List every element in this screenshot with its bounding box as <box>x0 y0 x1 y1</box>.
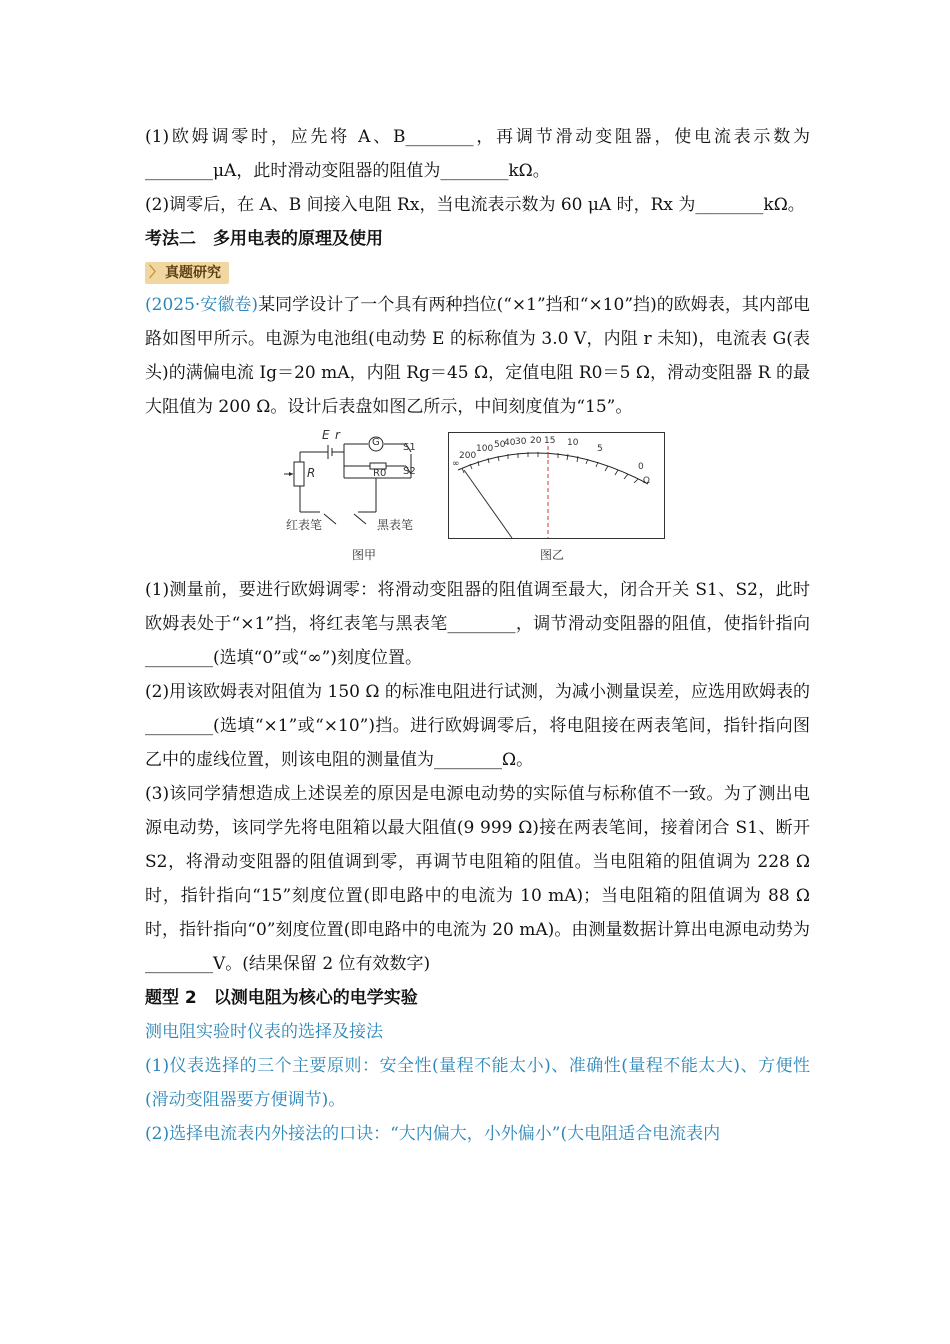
question-1: (1)测量前，要进行欧姆调零：将滑动变阻器的阻值调至最大，闭合开关 S1、S2，此时欧姆表处于“×1”挡，将红表笔与黑表笔________，调节滑动变阻器的阻值，使指针指向________(选填“0”或“∞”)刻度位置。 <box>145 580 810 668</box>
dial-tick-inf: ∞ <box>452 459 460 469</box>
figure-row <box>145 428 810 567</box>
dial-tick-0: 0 <box>638 462 644 472</box>
dial-caption: 图乙 <box>540 548 565 562</box>
chevron-right-icon: 〉 <box>149 265 163 281</box>
dial-tick-30: 30 <box>515 437 527 447</box>
problem-source: (2025·安徽卷) <box>145 295 259 315</box>
label-r: r <box>335 428 340 442</box>
label-black-probe: 黑表笔 <box>377 518 414 532</box>
dial-tick-40: 40 <box>504 438 516 448</box>
page-content <box>145 120 810 1151</box>
type2-point-2: (2)选择电流表内外接法的口诀：“大内偏大，小外偏小”(大电阻适合电流表内 <box>145 1124 721 1144</box>
dial-tick-20: 20 <box>530 436 542 446</box>
dial-tick-5: 5 <box>597 444 603 454</box>
prev-question-1: (1)欧姆调零时，应先将 A、B________，再调节滑动变阻器，使电流表示数为________μA，此时滑动变阻器的阻值为________kΩ。 <box>145 127 810 181</box>
problem-stem-text: 某同学设计了一个具有两种挡位(“×1”挡和“×10”挡)的欧姆表，其内部电路如图甲所示。电源为电池组(电动势 E 的标称值为 3.0 V，内阻 r 未知)，电流表 G(表头)的满偏电流 Ig＝20 mA，内阻 Rg＝45 Ω，定值电阻 R0＝5 Ω，滑动变阻器 R 的最大阻值为 200 Ω。设计后表盘如图乙所示，中间刻度值为“15”。 <box>145 295 811 417</box>
type2-heading: 题型 2 以测电阻为核心的电学实验 <box>145 988 418 1008</box>
dial-tick-100: 100 <box>476 444 494 454</box>
label-S1: S1 <box>403 442 416 453</box>
question-2: (2)用该欧姆表对阻值为 150 Ω 的标准电阻进行试测，为减小测量误差，应选用欧姆表的________(选填“×1”或“×10”)挡。进行欧姆调零后，将电阻接在两表笔间，指针指向图乙中的虚线位置，则该电阻的测量值为________Ω。 <box>145 682 810 770</box>
type2-subheading: 测电阻实验时仪表的选择及接法 <box>145 1022 383 1042</box>
dial-tick-15: 15 <box>544 436 556 446</box>
type2-point-1: (1)仪表选择的三个主要原则：安全性(量程不能太小)、准确性(量程不能太大)、方便性(滑动变阻器要方便调节)。 <box>145 1056 810 1110</box>
label-red-probe: 红表笔 <box>286 518 323 532</box>
dial-tick-200: 200 <box>459 451 477 461</box>
section-badge <box>145 262 229 284</box>
circuit-caption: 图甲 <box>352 548 377 562</box>
dial-unit: Ω <box>643 476 650 486</box>
question-3: (3)该同学猜想造成上述误差的原因是电源电动势的实际值与标称值不一致。为了测出电源电动势，该同学先将电阻箱以最大阻值(9 999 Ω)接在两表笔间，接着闭合 S1、断开 S2，将滑动变阻器的阻值调到零，再调节电阻箱的阻值。当电阻箱的阻值调为 228 Ω 时，指针指向“15”刻度位置(即电路中的电流为 10 mA)；当电阻箱的阻值调为 88 Ω 时，指针指向“0”刻度位置(即电路中的电流为 20 mA)。由测量数据计算出电源电动势为________V。(结果保留 2 位有效数字) <box>145 784 810 974</box>
label-G: G <box>372 437 380 448</box>
prev-question-2: (2)调零后，在 A、B 间接入电阻 Rx，当电流表示数为 60 μA 时，Rx 为________kΩ。 <box>145 195 805 215</box>
label-R: R <box>307 466 316 480</box>
section-heading: 考法二 多用电表的原理及使用 <box>145 229 383 249</box>
problem-stem <box>145 288 810 424</box>
label-R0: R0 <box>373 468 387 479</box>
badge-label: 真题研究 <box>165 265 221 281</box>
label-S2: S2 <box>403 466 416 477</box>
label-E: E <box>322 428 330 442</box>
dial-tick-50: 50 <box>494 440 506 450</box>
dial-tick-10: 10 <box>567 438 579 448</box>
